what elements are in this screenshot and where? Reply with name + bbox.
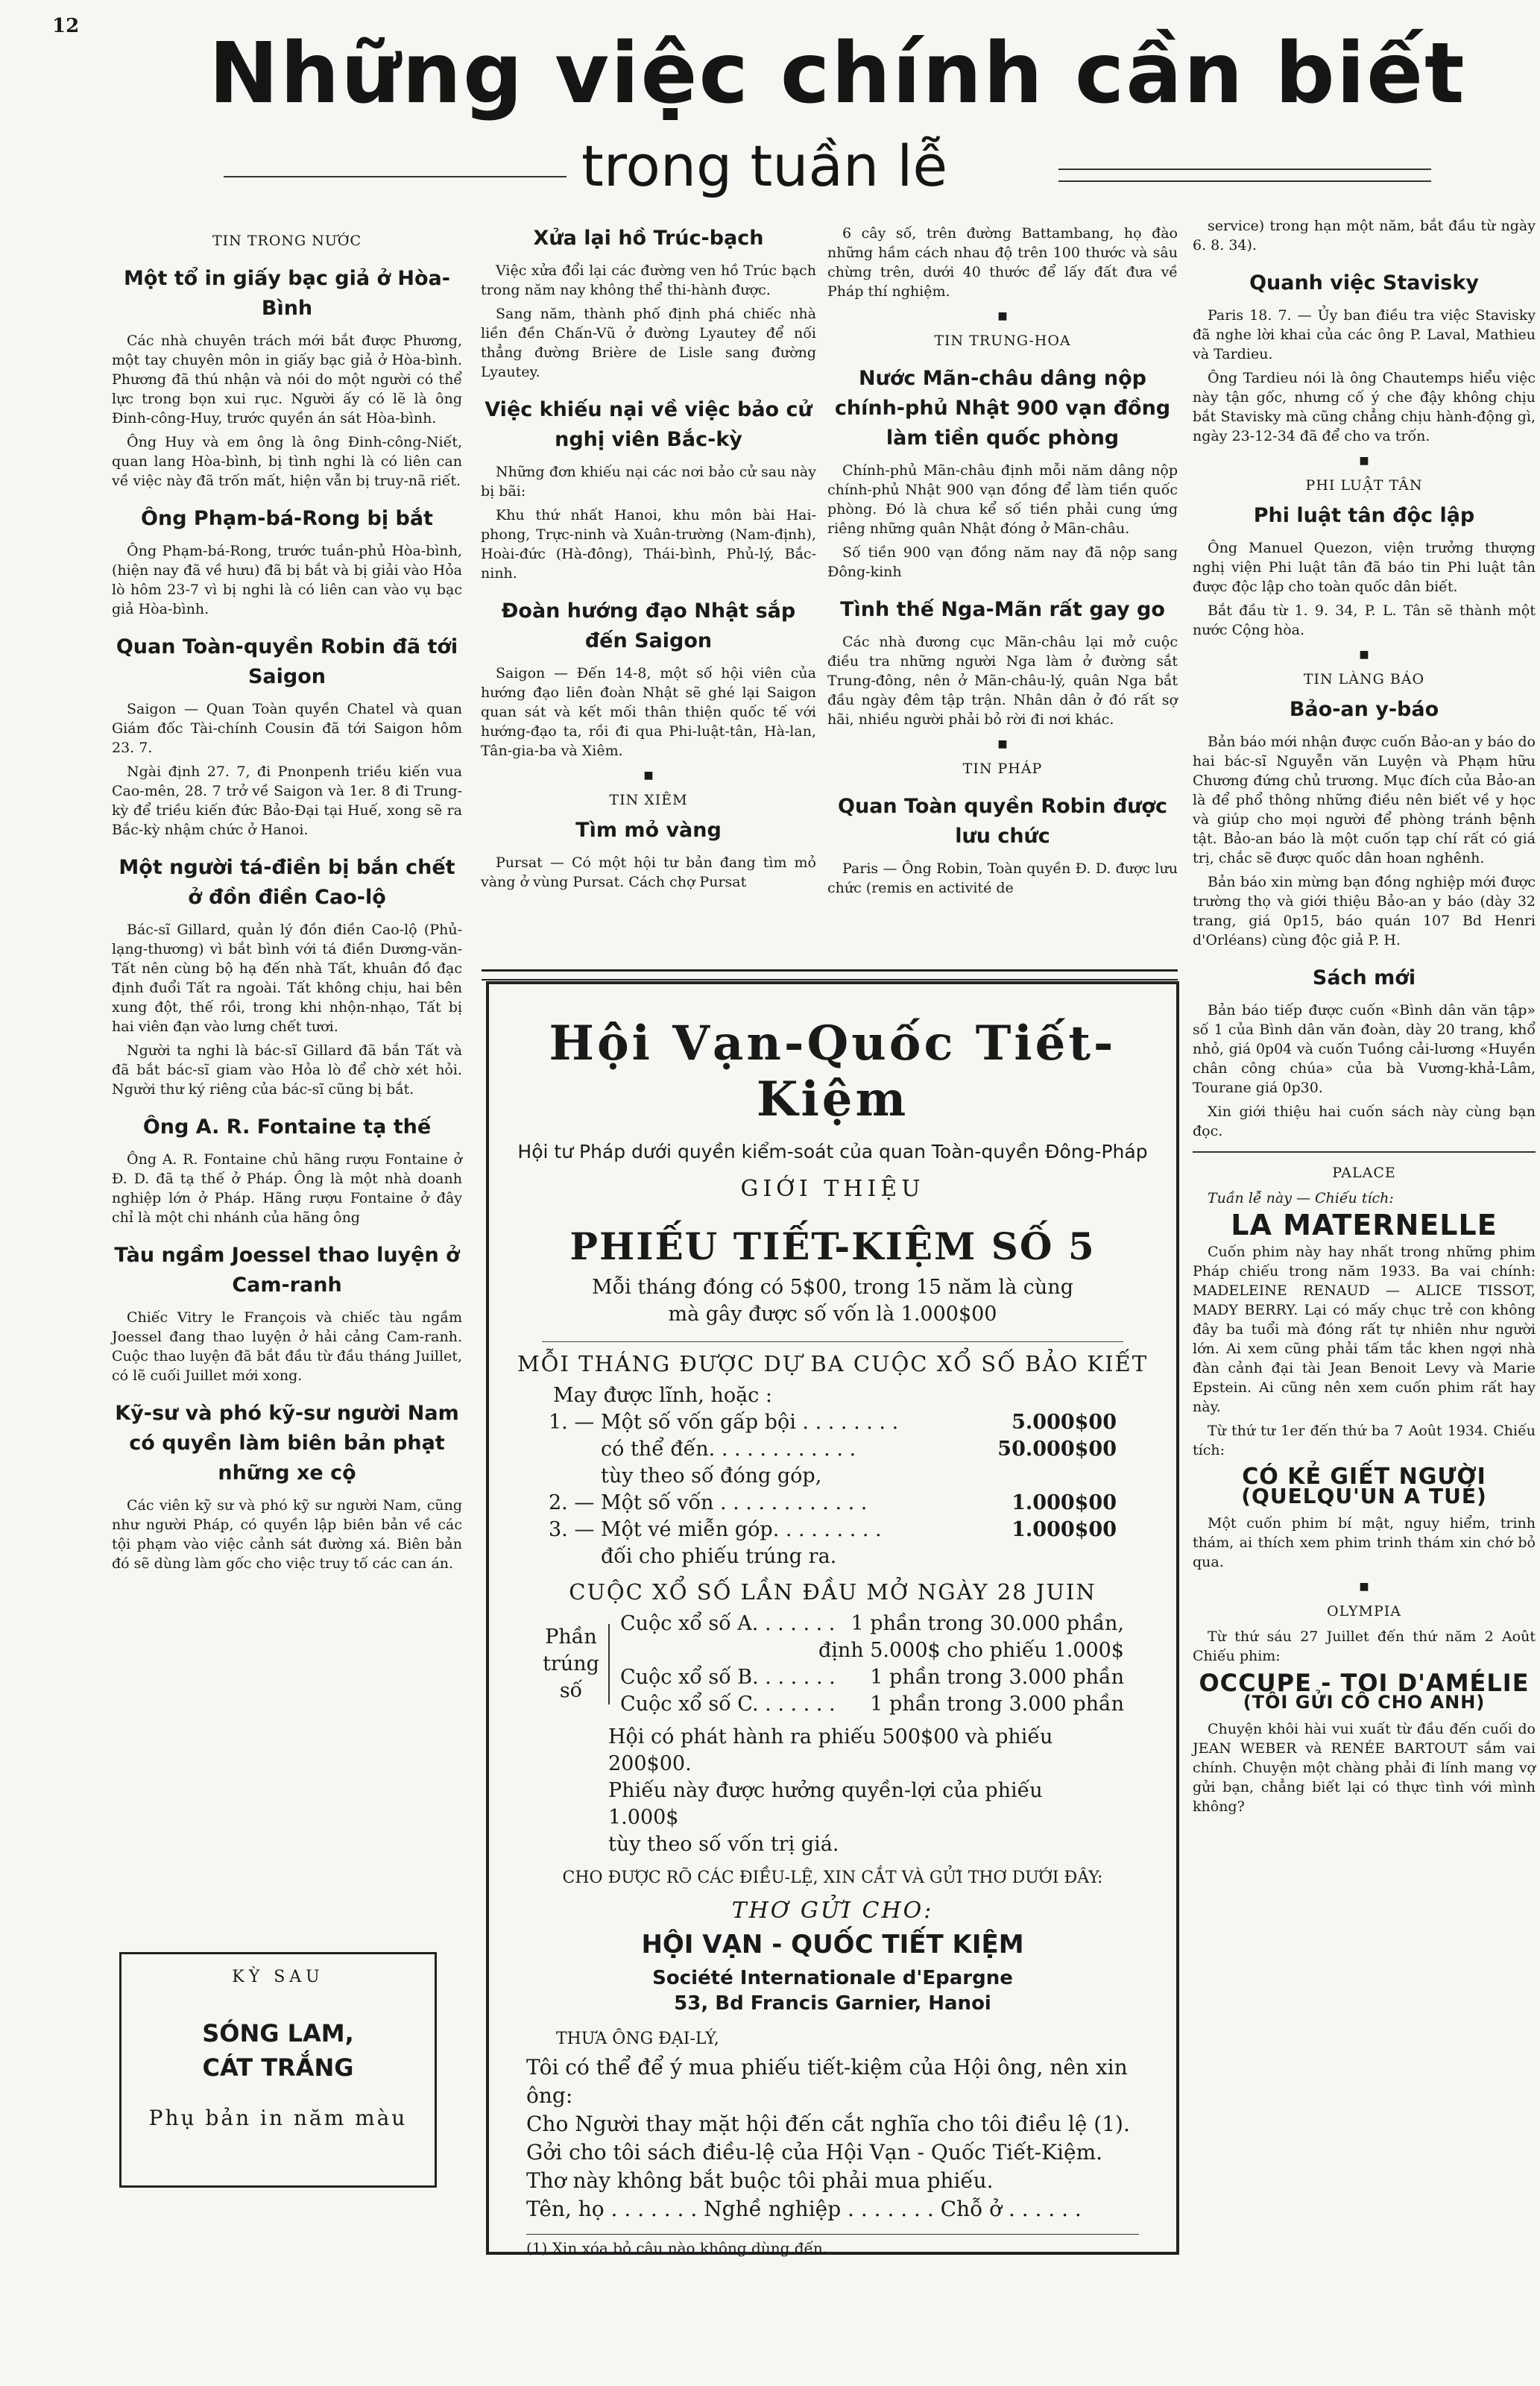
article-heading: Phi luật tân độc lập: [1253, 504, 1475, 527]
header-rule-left: [224, 176, 567, 177]
ad-prize-row: [620, 1664, 1124, 1691]
ad-prize-name: Cuộc xổ số A. . . . . . .: [620, 1612, 836, 1635]
ad-line: đối cho phiếu trúng ra.: [601, 1545, 837, 1568]
article-heading: Nước Mãn-châu dâng nộp chính-phủ Nhật 900 vạn đồng làm tiền quốc phòng: [834, 367, 1171, 450]
ad-item-label: 1. — Một số vốn gấp bội . . . . . . . .: [549, 1411, 899, 1434]
article-text: Bản báo mới nhận được cuốn Bảo-an y báo do hai bác-sĩ Nguyễn văn Luyện và Phạm hữu Chương đứng chủ trương. Mục đích của Bảo-an là để phổ thông những điều nên biết về y học và giúp cho mọi người để phòng tránh bệnh tật. Bảo-an báo là một cuốn tạp chí rất có giá trị, chắc sẽ được quốc dân hoan nghênh.: [1193, 734, 1536, 866]
ad-line: May được lĩnh, hoặc :: [553, 1384, 772, 1407]
ad-address: 53, Bd Francis Garnier, Hanoi: [674, 1992, 991, 2015]
article-text: Từ thứ tư 1er đến thứ ba 7 Août 1934. Chiếu tích:: [1193, 1423, 1536, 1458]
ad-line: Phiếu này được hưởng quyền-lợi của phiếu 1.000$: [608, 1779, 1043, 1829]
section-label: PHI LUẬT TÂN: [1305, 477, 1423, 494]
article-text: Sang năm, thành phố định phá chiếc nhà liền đền Chấn-Vũ ở đường Lyautey để nối thẳng đường Brière de Lisle sang đường Lyautey.: [481, 306, 816, 380]
ad-line: tùy theo số vốn trị giá.: [608, 1833, 839, 1856]
article-heading: Sách mới: [1312, 966, 1416, 989]
article-text: Các nhà chuyên trách mới bắt được Phương, một tay chuyên môn in giấy bạc giả ở Hòa-bình. Phương đã thú nhận và nói do một người có thể lực trong bọn xui rục. Người ấy có lẽ là ông Đinh-công-Huy, trước quyền án sát Hòa-bình.: [112, 333, 462, 426]
article-text: Tuần lễ này — Chiếu tích:: [1208, 1190, 1394, 1206]
article-text: Số tiền 900 vạn đồng năm nay đã nộp sang Đông-kinh: [827, 544, 1178, 580]
ad-prize-name: Cuộc xổ số B. . . . . . .: [620, 1666, 836, 1689]
ad-draw-heading: MỖI THÁNG ĐƯỢC DỰ BA CUỘC XỔ SỐ BẢO KIẾT: [517, 1351, 1149, 1376]
ad-prize-odds: 1 phần trong 30.000 phần,: [851, 1612, 1124, 1635]
ad-item-label: 2. — Một số vốn . . . . . . . . . . . .: [549, 1491, 868, 1514]
ad-form-line: Gởi cho tôi sách điều-lệ của Hội Vạn - Quốc Tiết-Kiệm.: [526, 2140, 1103, 2165]
page-subheadline: trong tuần lễ: [581, 133, 948, 199]
ad-footnote: (1) Xin xóa bỏ câu nào không dùng đến.: [526, 2234, 1139, 2257]
article-text: Saigon — Quan Toàn quyền Chatel và quan Giám đốc Tài-chính Cousin đã tới Saigon hôm 23. 7.: [112, 701, 462, 756]
ad-item-value: 1.000$00: [1012, 1518, 1117, 1541]
section-label: TIN PHÁP: [962, 761, 1043, 777]
article-heading: Đoàn hướng đạo Nhật sắp đến Saigon: [501, 599, 796, 652]
ad-line: mà gây được số vốn là 1.000$00: [668, 1303, 997, 1326]
article-text: Paris 18. 7. — Ủy ban điều tra việc Stavisky đã nghe lời khai của các ông P. Laval, Mathieu và Tardieu.: [1193, 307, 1536, 362]
article-heading: Một người tá-điền bị bắn chết ở đồn điền Cao-lộ: [119, 856, 455, 909]
ad-item-row: [549, 1409, 1117, 1436]
separator-square: ■: [1359, 1581, 1369, 1593]
ad-line: Mỗi tháng đóng có 5$00, trong 15 năm là cùng: [592, 1276, 1073, 1299]
separator-square: ■: [643, 769, 654, 781]
ad-item-value: 5.000$00: [1012, 1411, 1117, 1434]
article-text: Các nhà đương cục Mãn-châu lại mở cuộc điều tra những người Nga làm ở đường sắt Trung-đông, nên ở Mãn-châu-lý, quân Nga bắt đầu ngày đêm tập trận. Nhân dân ở đó rất sợ hãi, nhiều người phải bỏ rời đi nơi khác.: [827, 634, 1178, 728]
ad-prize-label: Phần trúng số: [541, 1624, 610, 1704]
film-title: CÓ KẺ GIẾT NGƯỜI: [1242, 1464, 1486, 1490]
article-text: Ông Huy và em ông là ông Đinh-công-Niết, quan lang Hòa-bình, bị tình nghi là có liên can về việc này đã trốn mất, hiện vẫn bị truy-nã riết.: [112, 434, 462, 489]
header-rule-right: [1058, 169, 1431, 182]
ad-form-line: Thơ này không bắt buộc tôi phải mua phiếu.: [526, 2168, 994, 2193]
article-text: Ông Phạm-bá-Rong, trước tuần-phủ Hòa-bình, (hiện nay đã về hưu) đã bị bắt và bị giải vào Hỏa lò hôm 23-7 vì bị nghi là có liên can vào vụ bạc giả Hòa-bình.: [112, 543, 462, 617]
cinema-name: PALACE: [1332, 1165, 1396, 1181]
cinema-name: OLYMPIA: [1327, 1603, 1401, 1619]
article-text: Một cuốn phim bí mật, nguy hiểm, trinh thám, ai thích xem phim trinh thám xin chớ bỏ qua.: [1193, 1515, 1536, 1570]
separator-square: ■: [1359, 649, 1369, 661]
column-3: [827, 224, 1178, 902]
article-text: Bản báo tiếp được cuốn «Bình dân văn tập» số 1 của Bình dân văn đoàn, dày 20 trang, khổ nhỏ, giá 0p04 và cuốn Tuồng cải-lương «Huyền chân công chúa» của bà Vương-khả-Lâm, Tourane giá 0p30.: [1193, 1002, 1536, 1096]
article-text: Cuốn phim này hay nhất trong những phim Pháp chiếu trong năm 1933. Ba vai chính: MADELEINE RENAUD — ALICE TISSOT, MADY BERRY. Lại có mấy chục trẻ con không đây ba tuổi mà đóng rất tự nhiên như người lớn. Ai xem cũng phải tấm tắc khen ngợi nhà đàn cảnh đại tài Jean Benoit Levy và Marie Epstein. Ai cũng nên xem cuốn phim rất hay này.: [1193, 1244, 1536, 1415]
article-text: Ông Tardieu nói là ông Chautemps hiểu việc này tận gốc, nhưng cố ý che đậy không chịu bắt Stavisky mà cũng chẳng chịu hành-động gì, ngày 23-12-34 đã để cho va trốn.: [1193, 370, 1536, 444]
column-1: [112, 224, 462, 1578]
ad-item-value: 50.000$00: [997, 1438, 1117, 1461]
ad-divider: [542, 1341, 1123, 1342]
ad-prize-row: [620, 1691, 1124, 1718]
article-text: Ông A. R. Fontaine chủ hãng rượu Fontaine ở Đ. D. đã tạ thế ở Pháp. Ông là một nhà doanh nghiệp lớn ở Pháp. Hãng rượu Fontaine ở đây chỉ là một chi nhánh của hãng ông: [112, 1151, 462, 1226]
ad-line: tùy theo số đóng góp,: [601, 1464, 822, 1488]
ad-item-label: có thể đến. . . . . . . . . . . .: [601, 1438, 856, 1461]
article-text: Chính-phủ Mãn-châu định mỗi năm dâng nộp chính-phủ Nhật 900 vạn đồng để làm tiền quốc phòng. Đó là chưa kể số tiền phải cung ứng riêng những quân Nhật đóng ở Mãn-châu.: [827, 462, 1178, 537]
ad-product: PHIẾU TIẾT-KIỆM SỐ 5: [569, 1224, 1096, 1268]
ad-top-rule: [482, 969, 1178, 980]
article-heading: Quan Toàn-quyền Robin đã tới Saigon: [116, 635, 458, 688]
article-text: Chiếc Vitry le François và chiếc tàu ngầm Joessel đang thao luyện ở hải cảng Cam-ranh. Cuộc thao luyện đã bắt đầu từ đầu tháng Juillet, có lẽ cuối Juillet mới xong.: [112, 1309, 462, 1384]
separator-square: ■: [997, 738, 1008, 750]
divider: [1193, 1151, 1536, 1153]
article-text: Người ta nghi là bác-sĩ Gillard đã bắn Tất và đã bắt bác-sĩ giam vào Hỏa lò để chờ xét hỏi. Người thư ký riêng của bác-sĩ cũng bị bắt.: [112, 1042, 462, 1098]
section-label: TIN LÀNG BÁO: [1303, 671, 1425, 687]
ad-item-row: [549, 1436, 1117, 1463]
ad-form-line: Cho Người thay mặt hội đến cắt nghĩa cho tôi điều lệ (1).: [526, 2112, 1130, 2136]
article-text: Việc xửa đổi lại các đường ven hồ Trúc bạch trong năm nay không thể thi-hành được.: [481, 262, 816, 298]
ad-line: Hội có phát hành ra phiếu 500$00 và phiếu 200$00.: [608, 1725, 1053, 1775]
article-text: Saigon — Đến 14-8, một số hội viên của hướng đạo liên đoàn Nhật sẽ ghé lại Saigon quan sát và kết mối thân thiện quốc tế với hướng-đạo ta, rồi đi qua Phi-luật-tân, Hà-lan, Tân-gia-ba và Xiêm.: [481, 665, 816, 759]
article-text: Bắt đầu từ 1. 9. 34, P. L. Tân sẽ thành một nước Cộng hòa.: [1193, 602, 1536, 638]
page-headline: Những việc chính cần biết: [209, 25, 1466, 122]
ad-prize-odds: 1 phần trong 3.000 phần: [870, 1693, 1124, 1716]
article-heading: Tình thế Nga-Mãn rất gay go: [840, 598, 1165, 621]
ad-info: CHO ĐƯỢC RÕ CÁC ĐIỀU-LỆ, XIN CẮT VÀ GỬI THƠ DƯỚI ĐÂY:: [562, 1869, 1103, 1887]
page-number: 12: [52, 15, 80, 37]
article-heading: Quan Toàn quyền Robin được lưu chức: [838, 795, 1167, 848]
section-label: TIN TRONG NƯỚC: [212, 233, 362, 249]
article-heading: Việc khiếu nại về việc bảo cử nghị viên Bắc-kỳ: [485, 398, 812, 451]
ad-prize-name: Cuộc xổ số C. . . . . . .: [620, 1693, 836, 1716]
article-text: Bản báo xin mừng bạn đồng nghiệp mới được trường thọ và giới thiệu Bảo-an y báo (dày 32 trang, giá 0p15, báo quán 107 Bd Henri d'Orléans) cùng độc giả P. H.: [1193, 874, 1536, 948]
ad-prize-note: định 5.000$ cho phiếu 1.000$: [818, 1639, 1124, 1662]
ad-item-row: [549, 1490, 1117, 1517]
ad-org: HỘI VẠN - QUỐC TIẾT KIỆM: [641, 1930, 1024, 1960]
section-label: TIN TRUNG-HOA: [934, 333, 1071, 349]
ad-subtitle: Hội tư Pháp dưới quyền kiểm-soát của quan Toàn-quyền Đông-Pháp: [517, 1141, 1148, 1162]
article-text: service) trong hạn một năm, bắt đầu từ ngày 6. 8. 34).: [1193, 218, 1536, 254]
article-text: Khu thứ nhất Hanoi, khu môn bài Hai-phong, Trực-ninh và Xuân-trường (Nam-định), Hoài-đức (Hà-đông), Thái-bình, Phủ-lý, Bắc-ninh.: [481, 507, 816, 582]
ad-prize-row: [620, 1611, 1124, 1637]
ad-form-line: Tên, họ . . . . . . . Nghề nghiệp . . . . . . . Chỗ ở . . . . . .: [526, 2197, 1082, 2221]
article-text: Paris — Ông Robin, Toàn quyền Đ. D. được lưu chức (remis en activité de: [827, 860, 1178, 896]
article-text: Pursat — Có một hội tư bản đang tìm mỏ vàng ở vùng Pursat. Cách chợ Pursat: [481, 854, 816, 890]
article-heading: Xửa lại hồ Trúc-bạch: [533, 227, 764, 250]
article-heading: Tìm mỏ vàng: [575, 819, 722, 842]
article-heading: Ông Phạm-bá-Rong bị bắt: [141, 507, 433, 530]
article-heading: Tàu ngầm Joessel thao luyện ở Cam-ranh: [114, 1244, 460, 1297]
film-subtitle: (TÔI GỬI CÔ CHO ANH): [1243, 1692, 1486, 1713]
article-text: Các viên kỹ sư và phó kỹ sư người Nam, cũng như người Pháp, có quyền lập biên bản về các tội phạm vào việc cảnh sát đường xá. Biên bản đó sẽ dùng làm gốc cho việc truy tố các can án.: [112, 1497, 462, 1572]
article-heading: Ông A. R. Fontaine tạ thế: [142, 1115, 432, 1139]
article-text: Những đơn khiếu nại các nơi bảo cử sau này bị bãi:: [481, 464, 816, 500]
article-text: 6 cây số, trên đường Battambang, họ đào những hầm cách nhau độ trên 100 thước và sâu chừng trên, dưới 40 thước để lấy đất đưa về Pháp thí nghiệm.: [827, 225, 1178, 300]
ad-intro: GIỚI THIỆU: [740, 1176, 925, 1202]
column-2: [481, 224, 816, 896]
ad-title: Hội Vạn-Quốc Tiết-Kiệm: [549, 1016, 1117, 1127]
next-issue-title-1: SÓNG LAM,: [202, 2019, 354, 2047]
film-subtitle: (QUELQU'UN A TUÉ): [1241, 1484, 1487, 1508]
next-issue-note: Phụ bản in năm màu: [148, 2106, 408, 2130]
article-text: Ngài định 27. 7, đi Pnonpenh triều kiến vua Cao-mên, 28. 7 trở về Saigon và 1er. 8 đi Trung-kỳ để triều kiến đức Bảo-Đại tại Huế, xong sẽ ra Bắc-kỳ nhậm chức ở Hanoi.: [112, 764, 462, 838]
article-heading: Quanh việc Stavisky: [1249, 271, 1479, 295]
ad-item-value: 1.000$00: [1012, 1491, 1117, 1514]
article-heading: Một tổ in giấy bạc giả ở Hòa-Bình: [124, 267, 450, 320]
next-issue-box: [119, 1952, 437, 2188]
article-heading: Kỹ-sư và phó kỹ-sư người Nam có quyền làm biên bản phạt những xe cộ: [115, 1402, 459, 1485]
ad-prize-odds: 1 phần trong 3.000 phần: [870, 1666, 1124, 1689]
ad-item-label: 3. — Một vé miễn góp. . . . . . . . .: [549, 1518, 882, 1541]
article-text: Xin giới thiệu hai cuốn sách này cùng bạn đọc.: [1193, 1104, 1536, 1139]
article-heading: Bảo-an y-báo: [1289, 698, 1439, 721]
article-text: Từ thứ sáu 27 Juillet đến thứ năm 2 Août Chiếu phim:: [1193, 1628, 1536, 1664]
ad-item-row: [549, 1517, 1117, 1543]
separator-square: ■: [1359, 455, 1369, 467]
column-4: [1193, 216, 1536, 1821]
ad-form-salutation: THƯA ÔNG ĐẠI-LÝ,: [556, 2030, 719, 2048]
film-title: LA MATERNELLE: [1231, 1209, 1498, 1241]
article-text: Ông Manuel Quezon, viện trưởng thượng nghị viện Phi luật tân đã báo tin Phi luật tân được độc lập cho toàn quốc dân biết.: [1193, 540, 1536, 595]
separator-square: ■: [997, 310, 1008, 322]
next-issue-title-2: CÁT TRẮNG: [202, 2053, 354, 2082]
article-text: Bác-sĩ Gillard, quản lý đồn điền Cao-lộ (Phủ-lạng-thương) vì bắt bình với tá điền Dương-văn-Tất nên cùng bộ hạ đến nhà Tất, khuân đồ đạc định đuổi Tất ra ngoài. Tất không chịu, hai bên xung đột, thế rồi, trong khi nhộn-nhạo, Tất bị hai viên đạn vào lưng chết tươi.: [112, 922, 462, 1035]
savings-advertisement: [486, 981, 1179, 2255]
next-issue-label: KỲ SAU: [232, 1968, 324, 1986]
ad-send-to: THƠ GỬI CHO:: [731, 1898, 934, 1924]
film-title: OCCUPE - TOI D'AMÉLIE: [1199, 1669, 1530, 1697]
section-label: TIN XIÊM: [609, 792, 688, 808]
ad-org-fr: Société Internationale d'Epargne: [652, 1967, 1013, 1989]
ad-first-draw: CUỘC XỔ SỐ LẦN ĐẦU MỞ NGÀY 28 JUIN: [569, 1579, 1096, 1605]
ad-form-line: Tôi có thể để ý mua phiếu tiết-kiệm của Hội ông, nên xin ông:: [526, 2055, 1128, 2108]
article-text: Chuyện khôi hài vui xuất từ đầu đến cuối do JEAN WEBER và RENÉE BARTOUT sắm vai chính. Chuyện một chàng phải đi lính mang vợ gửi bạn, chẳng biết lại có thực tình với mình không?: [1193, 1721, 1536, 1815]
